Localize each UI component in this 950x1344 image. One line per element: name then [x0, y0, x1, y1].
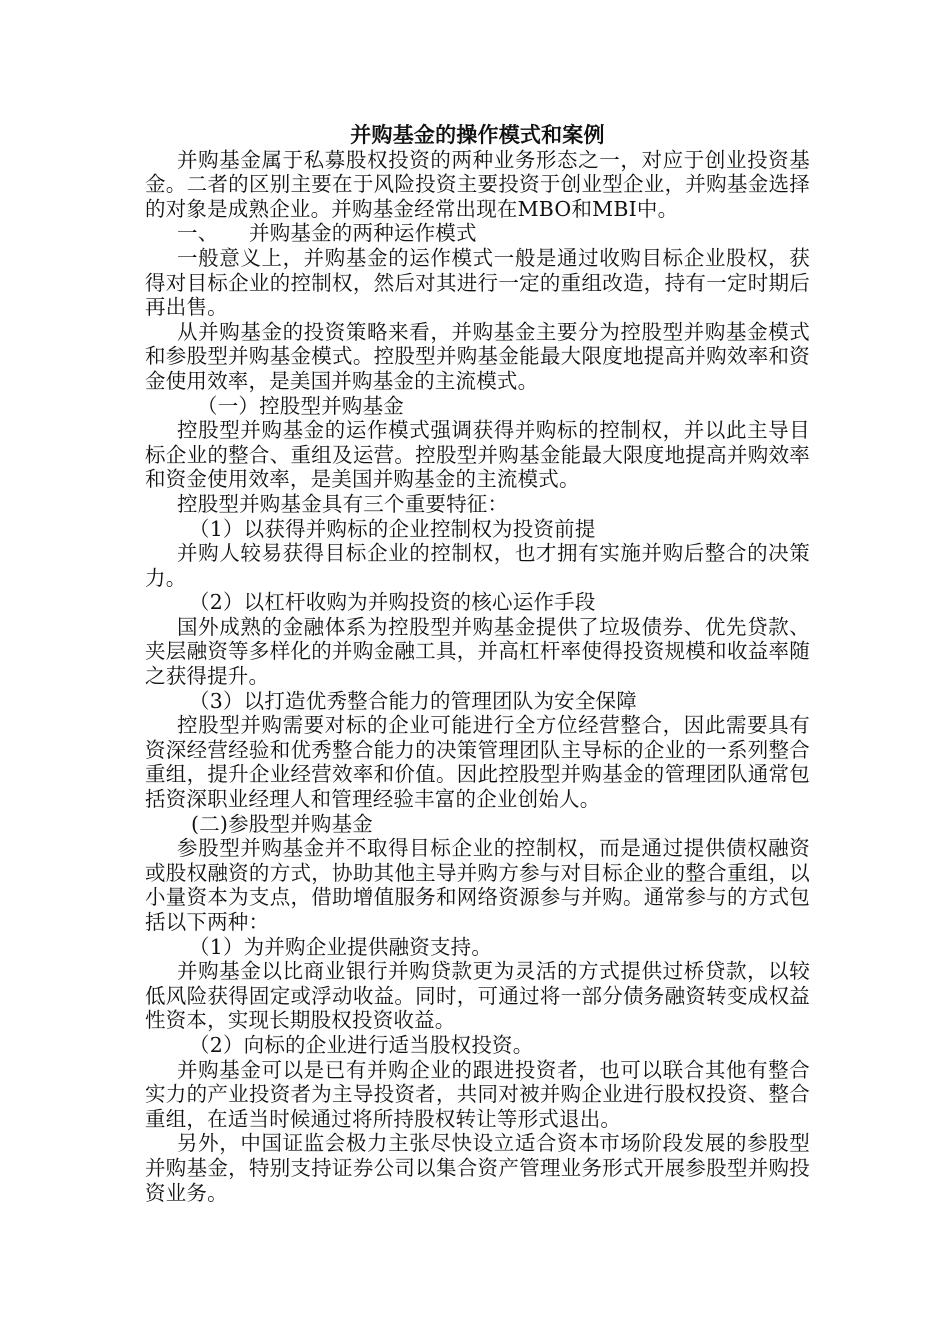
feature-3-text: 控股型并购需要对标的企业可能进行全方位经营整合，因此需要具有资深经营经验和优秀整合能力的决策管理团队主导标的企业的一系列整合重组，提升企业经营效率和价值。因此控股型并购基金的管理团队通常包括资深职业经理人和管理经验丰富的企业创始人。: [145, 713, 810, 812]
feature-2-text: 国外成熟的金融体系为控股型并购基金提供了垃圾债券、优先贷款、夹层融资等多样化的并购金融工具，并高杠杆率使得投资规模和收益率随之获得提升。: [145, 614, 810, 689]
paragraph-control: 控股型并购基金的运作模式强调获得并购标的控制权，并以此主导目标企业的整合、重组及运营。控股型并购基金能最大限度地提高并购效率和资金使用效率，是美国并购基金的主流模式。: [145, 418, 810, 492]
method-2-heading: （2）向标的企业进行适当股权投资。: [189, 1032, 534, 1057]
feature-1-heading: （1）以获得并购标的企业控制权为投资前提: [189, 516, 596, 541]
subsection-heading-control: （一）控股型并购基金: [197, 393, 404, 418]
paragraph-general: 一般意义上，并购基金的运作模式一般是通过收购目标企业股权，获得对目标企业的控制权，然后对其进行一定的重组改造，持有一定时期后再出售。: [145, 245, 810, 320]
method-1-heading: （1）为并购企业提供融资支持。: [189, 934, 493, 959]
feature-1-text: 并购人较易获得目标企业的控制权，也才拥有实施并购后整合的决策力。: [145, 541, 810, 590]
section-title: 并购基金的两种运作模式: [249, 221, 477, 246]
method-2-text: 并购基金可以是已有并购企业的跟进投资者，也可以联合其他有整合实力的产业投资者为主导投资者，共同对被并购企业进行股权投资、整合重组，在适当时候通过将所持股权转让等形式退出。: [145, 1057, 810, 1131]
paragraph-csrc: 另外，中国证监会极力主张尽快设立适合资本市场阶段发展的参股型并购基金，特别支持证券公司以集合资产管理业务形式开展参股型并购投资业务。: [145, 1131, 810, 1205]
section-heading-1: [145, 221, 810, 246]
paragraph-minority: 参股型并购基金并不取得目标企业的控制权，而是通过提供债权融资或股权融资的方式，协助其他主导并购方参与对目标企业的整合重组，以小量资本为支点，借助增值服务和网络资源参与并购。通常参与的方式包括以下两种：: [145, 836, 810, 934]
intro-paragraph: 并购基金属于私募股权投资的两种业务形态之一，对应于创业投资基金。二者的区别主要在于风险投资主要投资于创业型企业，并购基金选择的对象是成熟企业。并购基金经常出现在MBO和MBI中。: [145, 147, 810, 221]
document-body: [145, 123, 810, 1205]
paragraph-features: 控股型并购基金具有三个重要特征：: [177, 491, 509, 516]
section-number: 一、: [177, 221, 219, 246]
paragraph-strategy: 从并购基金的投资策略来看，并购基金主要分为控股型并购基金模式和参股型并购基金模式。控股型并购基金能最大限度地提高并购效率和资金使用效率，是美国并购基金的主流模式。: [145, 319, 810, 393]
document-title: 并购基金的操作模式和案例: [350, 122, 605, 147]
method-1-text: 并购基金以比商业银行并购贷款更为灵活的方式提供过桥贷款，以较低风险获得固定或浮动收益。同时，可通过将一部分债务融资转变成权益性资本，实现长期股权投资收益。: [145, 959, 810, 1033]
feature-2-heading: （2）以杠杆收购为并购投资的核心运作手段: [189, 590, 596, 615]
feature-3-heading: （3）以打造优秀整合能力的管理团队为安全保障: [189, 688, 637, 713]
subsection-heading-minority: (二)参股型并购基金: [191, 811, 373, 836]
